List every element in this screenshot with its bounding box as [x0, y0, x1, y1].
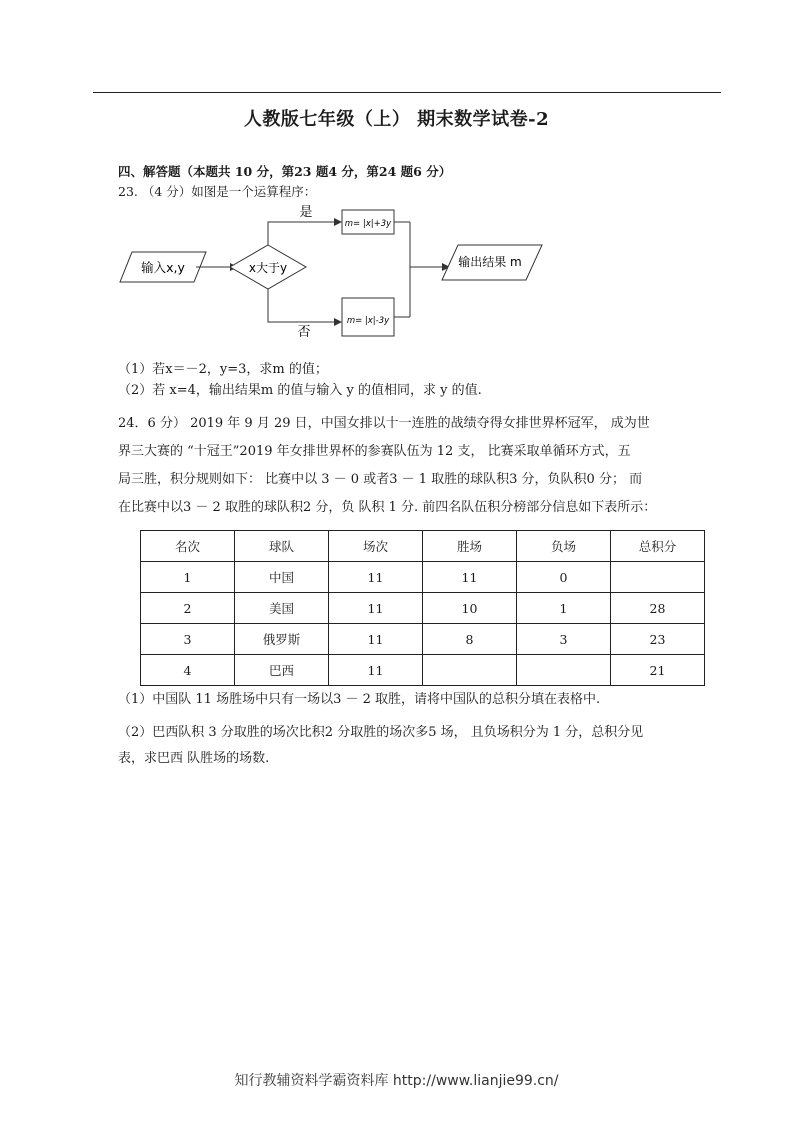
table-cell: 0 — [517, 562, 611, 593]
table-cell: 美国 — [235, 593, 329, 624]
arrow-head — [334, 318, 342, 326]
question-24-part-1: （1）中国队 11 场胜场中只有一场以3 － 2 取胜，请将中国队的总积分填在表格中. — [118, 692, 601, 707]
table-cell: 28 — [611, 593, 705, 624]
table-cell: 俄罗斯 — [235, 624, 329, 655]
table-cell: 11 — [329, 655, 423, 686]
table-cell: 3 — [141, 624, 235, 655]
footer-watermark: 知行教辅资料学霸资料库 http://www.lianjie99.cn/ — [234, 1073, 559, 1089]
question-24-text — [118, 410, 676, 522]
question-24-line-2: 界三大赛的 “十冠王”2019 年女排世界杯的参赛队伍为 12 支， 比赛采取单循环方式，五 — [118, 444, 631, 459]
arrow-head — [334, 218, 342, 226]
table-cell-answer-blank — [423, 655, 517, 686]
no-formula: m= |x|-3y — [346, 316, 390, 326]
table-cell: 21 — [611, 655, 705, 686]
question-24-line-4: 在比赛中以3 － 2 取胜的球队积2 分，负 队积 1 分. 前四名队伍积分榜部分信息如下表所示： — [118, 500, 657, 515]
output-label: 输出结果 m — [458, 255, 522, 269]
header-cell-rank: 名次 — [141, 531, 235, 562]
table-row — [141, 593, 705, 624]
page-title: 人教版七年级（上） 期末数学试卷-2 — [243, 109, 550, 130]
decision-label: x大于y — [248, 261, 288, 275]
no-label: 否 — [297, 325, 311, 340]
table-header-row — [141, 531, 705, 562]
question-24-part-2-line-1: （2）巴西队积 3 分取胜的场次比积2 分取胜的场次多5 场， 且负场积分为 1 分，总积分见 — [118, 725, 644, 740]
question-24-line-3: 局三胜，积分规则如下： 比赛中以 3 － 0 或者3 － 1 取胜的球队积3 分，负队积0 分； 而 — [118, 472, 643, 487]
table-cell-answer-blank — [517, 655, 611, 686]
table-cell: 4 — [141, 655, 235, 686]
table-cell: 11 — [329, 624, 423, 655]
table-cell: 1 — [517, 593, 611, 624]
yes-label: 是 — [299, 205, 313, 220]
header-cell-team: 球队 — [235, 531, 329, 562]
table-row — [141, 655, 705, 686]
standings-table — [140, 530, 705, 686]
question-23-part-2: （2）若 x=4，输出结果m 的值与输入 y 的值相同，求 y 的值. — [118, 383, 482, 398]
question-24-part-2-line-2: 表，求巴西 队胜场的场数. — [118, 751, 270, 766]
table-cell: 23 — [611, 624, 705, 655]
question-23-intro: 23. （4 分）如图是一个运算程序： — [118, 184, 317, 199]
yes-formula: m= |x|+3y — [344, 219, 392, 229]
header-cell-losses: 负场 — [517, 531, 611, 562]
header-cell-wins: 胜场 — [423, 531, 517, 562]
section-heading: 四、解答题（本题共 10 分，第23 题4 分，第24 题6 分） — [118, 164, 452, 179]
header-cell-games: 场次 — [329, 531, 423, 562]
table-cell: 2 — [141, 593, 235, 624]
table-row — [141, 562, 705, 593]
table-cell: 中国 — [235, 562, 329, 593]
table-cell: 11 — [423, 562, 517, 593]
table-cell: 巴西 — [235, 655, 329, 686]
table-cell: 11 — [329, 562, 423, 593]
header-rule — [93, 92, 721, 93]
input-label: 输入x,y — [141, 260, 185, 275]
table-cell: 10 — [423, 593, 517, 624]
table-cell: 11 — [329, 593, 423, 624]
table-cell-answer-blank — [611, 562, 705, 593]
table-row — [141, 624, 705, 655]
flowchart — [118, 200, 558, 350]
table-cell: 1 — [141, 562, 235, 593]
table-cell: 8 — [423, 624, 517, 655]
table-cell: 3 — [517, 624, 611, 655]
header-cell-points: 总积分 — [611, 531, 705, 562]
question-24-line-1: 24．6 分） 2019 年 9 月 29 日，中国女排以十一连胜的战绩夺得女排世界杯冠军， 成为世 — [118, 416, 650, 431]
question-23-part-1: （1）若x＝－2，y=3，求m 的值； — [118, 362, 328, 377]
